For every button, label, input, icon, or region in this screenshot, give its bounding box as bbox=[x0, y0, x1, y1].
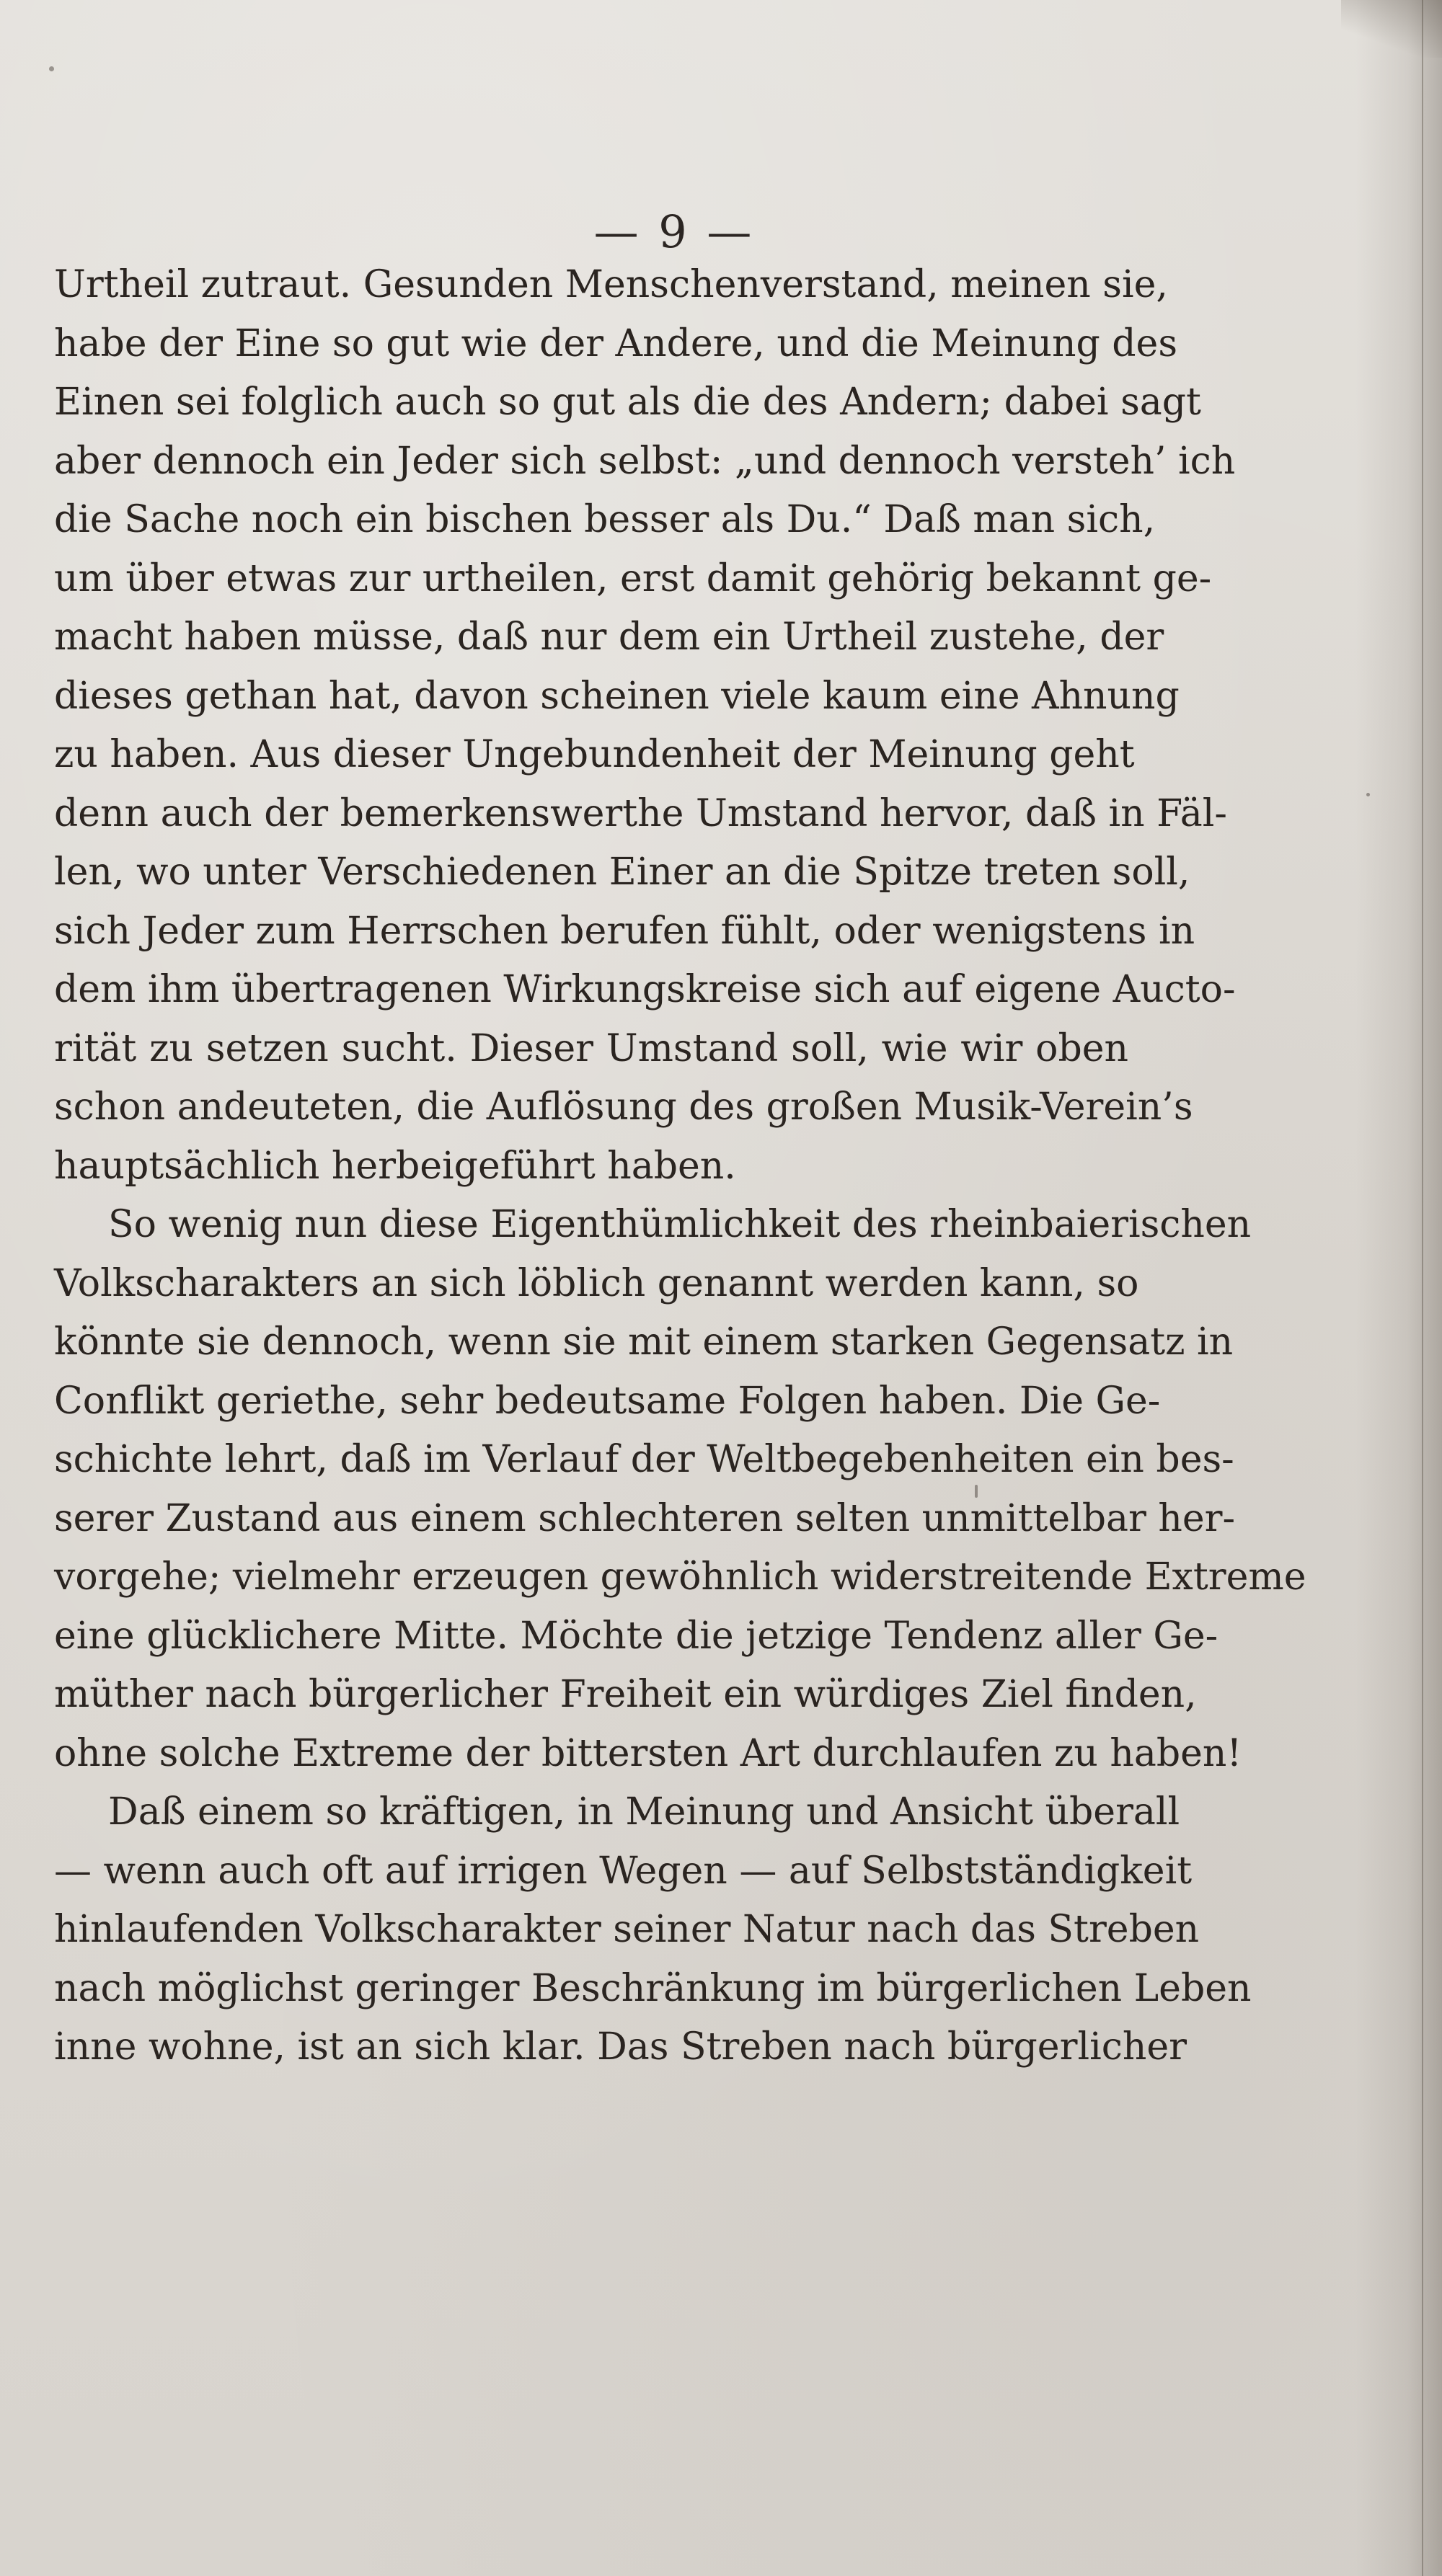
text-line: — wenn auch oft auf irrigen Wegen — auf Selbstständigkeit bbox=[54, 1849, 1193, 1893]
text-line: hauptsächlich herbeigeführt haben. bbox=[54, 1144, 736, 1188]
text-line: schichte lehrt, daß im Verlauf der Weltbegebenheiten ein bes- bbox=[54, 1438, 1234, 1481]
text-line: Daß einem so kräftigen, in Meinung und Ansicht überall bbox=[108, 1790, 1180, 1834]
page-corner-shadow bbox=[1341, 0, 1442, 58]
text-line: macht haben müsse, daß nur dem ein Urtheil zustehe, der bbox=[54, 616, 1164, 659]
text-line: müther nach bürgerlicher Freiheit ein würdiges Ziel finden, bbox=[54, 1673, 1197, 1716]
page-edge-shadow bbox=[1355, 0, 1442, 2576]
text-line: aber dennoch ein Jeder sich selbst: „und dennoch versteh’ ich bbox=[54, 439, 1236, 483]
text-line: Urtheil zutraut. Gesunden Menschenverstand, meinen sie, bbox=[54, 263, 1168, 306]
text-line: zu haben. Aus dieser Ungebundenheit der Meinung geht bbox=[54, 733, 1135, 776]
text-line: Conflikt geriethe, sehr bedeutsame Folgen haben. Die Ge- bbox=[54, 1379, 1161, 1423]
page-edge-line bbox=[1422, 0, 1423, 2576]
text-line: könnte sie dennoch, wenn sie mit einem starken Gegensatz in bbox=[54, 1320, 1234, 1364]
text-line: rität zu setzen sucht. Dieser Umstand soll, wie wir oben bbox=[54, 1026, 1128, 1070]
text-line: serer Zustand aus einem schlechteren selten unmittelbar her- bbox=[54, 1496, 1236, 1540]
text-line: inne wohne, ist an sich klar. Das Streben nach bürgerlicher bbox=[54, 2025, 1187, 2069]
text-line: habe der Eine so gut wie der Andere, und die Meinung des bbox=[54, 321, 1178, 365]
text-line: So wenig nun diese Eigenthümlichkeit des rheinbaierischen bbox=[108, 1203, 1252, 1246]
text-line: vorgehe; vielmehr erzeugen gewöhnlich widerstreitende Extreme bbox=[54, 1555, 1306, 1599]
paper-speck bbox=[49, 66, 54, 71]
text-line: hinlaufenden Volkscharakter seiner Natur nach das Streben bbox=[54, 1908, 1200, 1951]
body-text bbox=[54, 256, 1306, 2077]
text-line: Einen sei folglich auch so gut als die des Andern; dabei sagt bbox=[54, 381, 1201, 424]
text-line: denn auch der bemerkenswerthe Umstand hervor, daß in Fäl- bbox=[54, 791, 1227, 835]
page-number-header: — 9 — bbox=[593, 205, 755, 258]
text-line: len, wo unter Verschiedenen Einer an die Spitze treten soll, bbox=[54, 850, 1190, 894]
paper-speck bbox=[1366, 793, 1370, 796]
text-line: dem ihm übertragenen Wirkungskreise sich auf eigene Aucto- bbox=[54, 968, 1236, 1011]
text-line: Volkscharakters an sich löblich genannt werden kann, so bbox=[54, 1261, 1139, 1305]
text-line: um über etwas zur urtheilen, erst damit gehörig bekannt ge- bbox=[54, 556, 1212, 600]
text-line: schon andeuteten, die Auflösung des großen Musik-Verein’s bbox=[54, 1085, 1193, 1129]
text-line: eine glücklichere Mitte. Möchte die jetzige Tendenz aller Ge- bbox=[54, 1614, 1218, 1658]
text-line: dieses gethan hat, davon scheinen viele kaum eine Ahnung bbox=[54, 674, 1180, 718]
text-line: sich Jeder zum Herrschen berufen fühlt, oder wenigstens in bbox=[54, 909, 1195, 953]
text-line: die Sache noch ein bischen besser als Du.“ Daß man sich, bbox=[54, 498, 1156, 541]
text-line: nach möglichst geringer Beschränkung im bürgerlichen Leben bbox=[54, 1966, 1252, 2010]
text-line: ohne solche Extreme der bittersten Art durchlaufen zu haben! bbox=[54, 1731, 1242, 1775]
